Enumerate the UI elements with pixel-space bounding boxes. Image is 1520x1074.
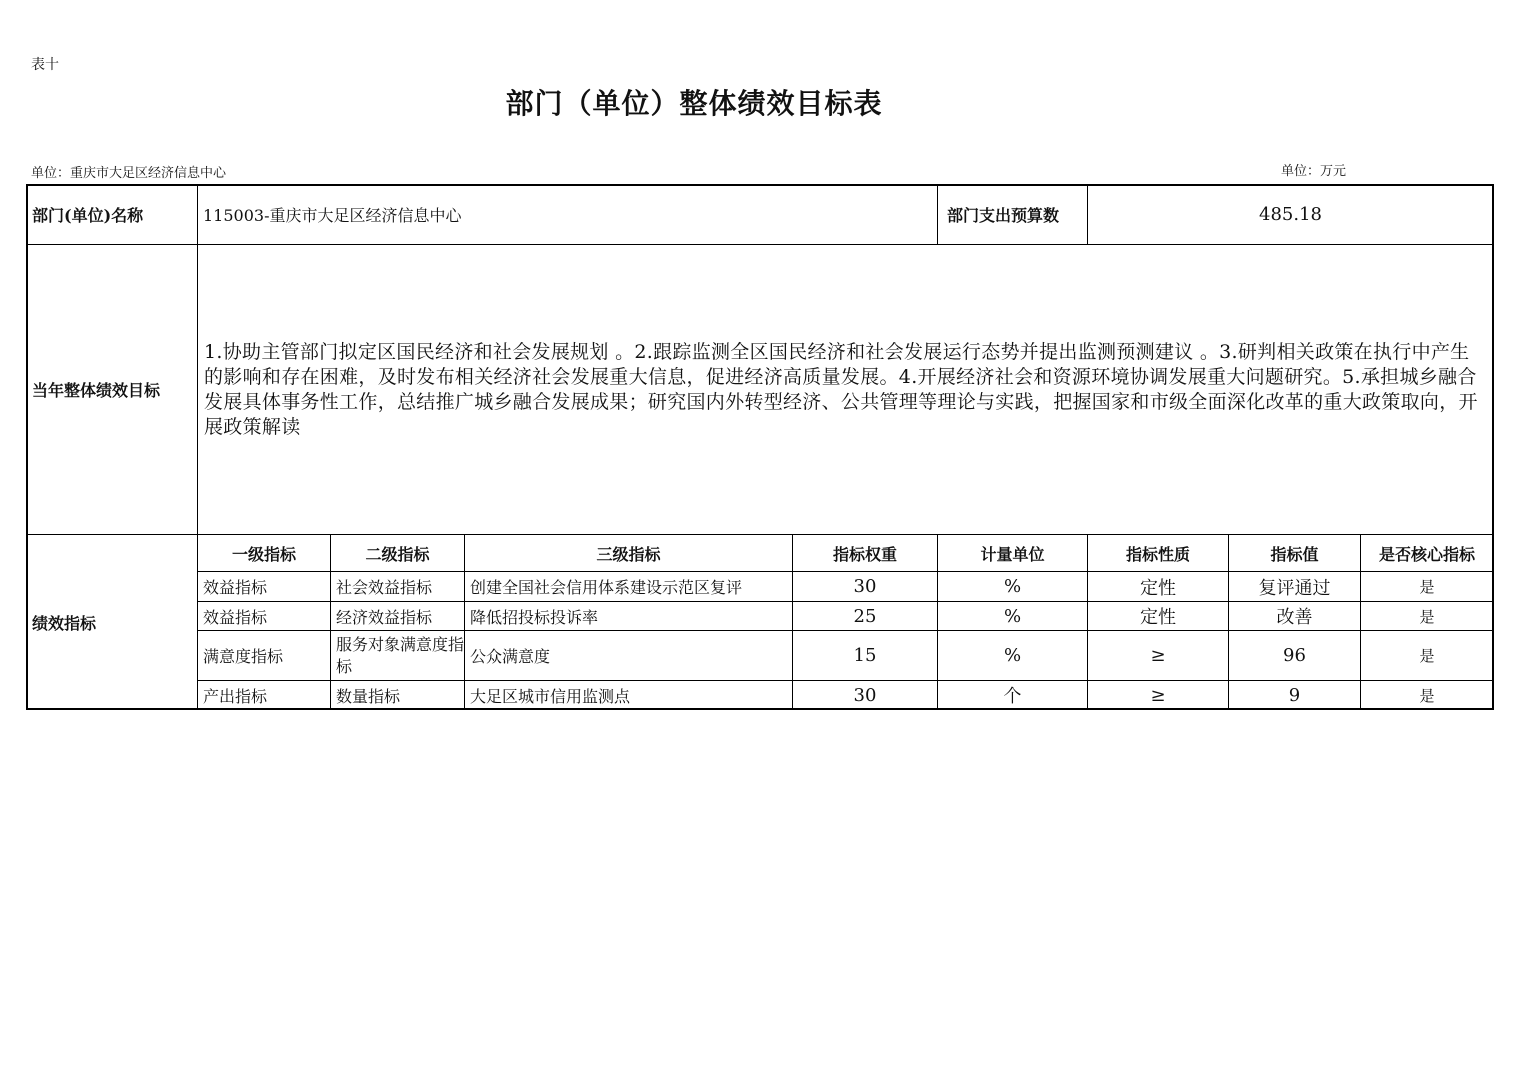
column-header-level3 [464,534,793,572]
table-row-1-unit [937,571,1088,602]
column-header-value [1228,534,1361,572]
column-header-level1 [197,534,331,572]
table-row-3-weight [792,630,938,681]
column-header-nature [1087,534,1229,572]
column-header-weight [792,534,938,572]
column-header-unit [937,534,1088,572]
table-row-2-unit [937,601,1088,631]
cell-text: 满意度指标 [203,647,284,666]
indicators-section-label: 绩效指标 [32,613,97,633]
table-row-1-level3 [464,571,793,602]
cell-text: 创建全国社会信用体系建设示范区复评 [470,578,743,597]
table-row-3-nature [1087,630,1229,681]
table-row-4-level2 [330,680,465,710]
table-row-4-core [1360,680,1494,710]
table-row-1-value [1228,571,1361,602]
column-header-text: 一级指标 [231,544,296,564]
table-row-4-value [1228,680,1361,710]
cell-text: 96 [1283,645,1306,666]
annual-goal-label: 当年整体绩效目标 [32,381,161,400]
column-header-text: 指标权重 [832,544,897,564]
table-row-4-weight [792,680,938,710]
budget-value-cell [1087,184,1494,245]
table-row-1-nature [1087,571,1229,602]
cell-text: 效益指标 [203,607,268,627]
cell-text: % [1003,645,1022,666]
budget-value: 485.18 [1259,204,1322,225]
indicators-section-label-cell [26,534,198,710]
cell-text: 个 [1003,686,1022,707]
cell-text: 效益指标 [203,578,268,597]
cell-text: 经济效益指标 [336,607,433,627]
cell-text: 降低招投标投诉率 [470,607,599,627]
column-header-text: 二级指标 [365,544,430,564]
cell-text: 产出指标 [203,686,268,706]
column-header-text: 指标性质 [1125,544,1190,564]
cell-text: 复评通过 [1258,577,1331,599]
column-header-text: 计量单位 [980,544,1045,564]
table-row-1-level2 [330,571,465,602]
column-header-text: 是否核心指标 [1378,544,1475,564]
table-row-1-weight [792,571,938,602]
cell-text: % [1003,576,1022,597]
table-row-2-weight [792,601,938,631]
dept-name-label-cell [26,184,198,245]
currency-unit-label: 单位：万元 [1281,164,1347,179]
cell-text: 数量指标 [336,686,401,706]
column-header-text: 三级指标 [596,544,661,564]
table-row-2-nature [1087,601,1229,631]
table-row-3-level2 [330,630,465,681]
column-header-text: 指标值 [1270,544,1319,564]
annual-goal-label-cell [26,244,198,535]
annual-goal-text: 1.协助主管部门拟定区国民经济和社会发展规划 。2.跟踪监测全区国民经济和社会发展运行态势并提出监测预测建议 。3.研判相关政策在执行中产生的影响和存在困难，及时发布相关经济社会发展重大信息，促进经济高质量发展。4.开展经济社会和资源环境协调发展重大问题研究。5.承担城乡融合发展具体事务性工作，总结推广城乡融合发展成果；研究国内外转型经济、公共管理等理论与实践，把握国家和市级全面深化改革的重大政策取向，开展政策解读 [204,340,1478,438]
cell-text: % [1003,605,1022,627]
page-title: 部门（单位）整体绩效目标表 [505,87,883,120]
cell-text: 是 [1419,607,1435,626]
table-row-3-value [1228,630,1361,681]
cell-text: 定性 [1140,607,1176,628]
annual-goal-text-cell [197,244,1494,535]
table-row-4-level1 [197,680,331,710]
table-row-2-level1 [197,601,331,631]
table-row-4-nature [1087,680,1229,710]
dept-name-value-cell [197,184,938,245]
cell-text: 30 [853,684,877,706]
dept-name-value: 115003-重庆市大足区经济信息中心 [203,206,462,225]
cell-text: 是 [1419,686,1435,705]
table-row-3-unit [937,630,1088,681]
cell-text: 9 [1288,684,1301,706]
column-header-core [1360,534,1494,572]
budget-label: 部门支出预算数 [947,206,1060,225]
column-header-level2 [330,534,465,572]
table-row-1-level1 [197,571,331,602]
table-row-2-level3 [464,601,793,631]
cell-text: 是 [1419,647,1435,665]
budget-label-cell [937,184,1088,245]
cell-text: 社会效益指标 [336,578,433,597]
table-row-2-core [1360,601,1494,631]
table-row-3-core [1360,630,1494,681]
table-row-3-level3 [464,630,793,681]
dept-name-label: 部门(单位)名称 [32,206,144,225]
cell-text: 公众满意度 [470,647,551,666]
table-row-1-core [1360,571,1494,602]
table-row-2-value [1228,601,1361,631]
organization-unit-label: 单位：重庆市大足区经济信息中心 [31,166,227,181]
table-number-label: 表十 [31,57,59,73]
cell-text: 是 [1419,578,1435,596]
cell-text: 15 [853,645,877,666]
cell-text: 改善 [1276,607,1313,628]
cell-text: ≥ [1150,684,1166,706]
cell-text: 大足区城市信用监测点 [470,686,631,706]
cell-text: 30 [853,576,877,597]
cell-text: 定性 [1140,577,1176,599]
table-row-3-level1 [197,630,331,681]
cell-text: 25 [853,605,877,627]
cell-text: ≥ [1150,645,1166,666]
table-row-4-unit [937,680,1088,710]
table-row-2-level2 [330,601,465,631]
table-row-4-level3 [464,680,793,710]
cell-text: 服务对象满意度指标 [336,634,465,676]
